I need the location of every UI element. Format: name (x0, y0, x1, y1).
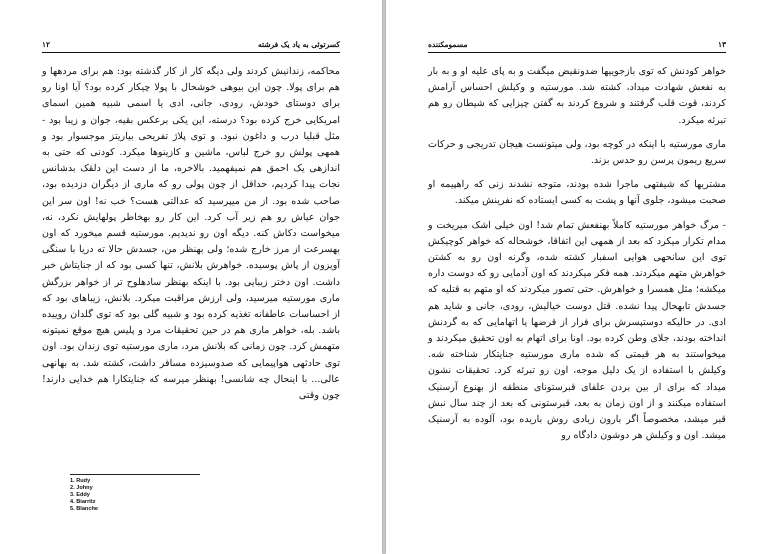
left-page-number: ۱۲ (42, 40, 51, 49)
footnote: 3. Eddy (70, 492, 90, 498)
left-page-header (42, 40, 340, 53)
right-running-title: مسمومکننده (428, 40, 468, 49)
right-page-header (428, 40, 726, 53)
footnotes-list (70, 478, 98, 513)
paragraph: محاکمه، زندانیش کردند ولی دیگه کار از کار گذشته بود: هم برای مردهها و هم برای پولا. چون این بیوهی خوشحال با پولا چیکار کرده بود؟ آیا اونا رو برای دوستای خودش، رودی، جانی، ادی یا اسمی شبیه همین اسمای امریکایی خرج کرده بود؟ درسته، این یکی برعکس بقیه، جوان و زیبا بود - مثل قبلیا درب و داغون نبود. و توی پلاژ تفریحی بیاریتز موجسوار بود و همهی پولش رو خرج لباس، ماشین و کازینوها میکرد. کودنی که حتی به اندازهی یک احمق هم نمیفهمید. بالاخره، ما از دست این دلقک بدشانس نجات پیدا کردیم، حداقل از چون پولی رو که ماری از دیگران دزدیده بود، صاحب شده بود. از من میپرسید که عدالتی هست؟ خب نه! اون سر این جوان عیاش رو هم زیر آب کرد. این کار رو بهخاطر پولهایش نکرد، نه، میخواست دکاش کنه. دیگه اون رو ندیدیم. مورستیه قسم میخورد که اون بهسرعت از مرز خارج شده؛ ولی بهنظر من، جسدش حالا ته دریا با سنگی آویزون از پاش پوسیده. خواهرش بلانش، تنها کسی بود که از جنایتاش خبر داشت. اون دختر زیبایی بود. با اینکه بهنظر سادهلوح تر از خواهر بزرگش ماری مورستیه میرسید، ولی ارزش مراقبت میکرد. بلانش، زیباهای بود که از احساسات عاطفانه تغذیه کرده بود و شبیه گلی بود که توی گلدان روییده باشد. بله، خواهر ماری هم در حین تحقیقات مرد و پلیس هیچ موقع نمیتونه متهمش کرد. چون زمانی که بلانش مرد، ماری مورستیه توی زندان بود. اون توی حادثهی هواپیمایی که صدوسیزده مسافر داشت، کشته شد. به بهانهی عالی... با اینحال چه شانسی! بهنظر میرسه که جنایتکارا هم خدایی دارند! چون وقتی (42, 66, 340, 402)
paragraph: - مرگ خواهر مورستیه کاملاً بهنفعش تمام شد! اون خیلی اشک میریخت و مدام تکرار میکرد که بعد از همهی این اتفاقا، خوشحاله که خواهر کوچیکش توی این سانحهی هوایی اسفبار کشته شده، وگرنه اون رو به کشتن خواهرش متهم میکردند. همه فکر میکردند که اون آدمایی رو که دوست داره میکشه؛ مثل همسرا و خواهرش. حتی تصور میکردند که او متهم به قتلیه که جسدش تابهحال پیدا نشده. قتل دوست خیالیش، رودی، جانی و شاید هم ادی. در حالیکه دوستپسرش برای فرار از قرضها یا اتهامایی که به گردنش انداخته بودند، جلای وطن کرده بود. اونا برای اتهام به اون تحقیق میکردند و میخواستند به هر قیمتی که شده ماری مورستیه جنایتکار شناخته شه. وکیلش با استفاده از یک دلیل موجه، اون رو تبرئه کرد. تحقیقات نشون میداد که برای از بین بردن علفای قبرستونای منطقه از بهنوع آرسنیک استفاده میکنند و از اون زمان به بعد، قبرستونی که بعد از چند سال نبش قبر میشد، مخصوصاً اگر بارون زیادی روش باریده بود، آلوده به آرسنیک میشد. اون و وکیلش هر دوشون دادگاه رو (428, 219, 726, 442)
paragraph: ماری مورستیه با اینکه در کوچه بود، ولی میتونست هیجان تدریجی و حرکات سریع ریمون پرسن رو حدس بزند. (428, 138, 726, 167)
footnote: 4. Biarritz (70, 499, 96, 505)
footnote: 5. Blanche (70, 506, 98, 512)
left-page-body (42, 64, 340, 404)
right-page-body (428, 64, 726, 444)
paragraph: مشتریها که شیفتهی ماجرا شده بودند، متوجه نشدند زنی که راهپیمه او صحبت میشود، جلوی آنها و پشت به کسی ایستاده که نفرینش میکند. (428, 179, 726, 207)
paragraph: خواهر کودنش که توی بازجوییها ضدونقیض میگفت و به پای علیه او و به بار به نفعش شهادت میداد، کشته شد. مورستیه و وکیلش احساس آرامش کردند، قوت قلب گرفتند و شروع کردند به گفتن چیزایی که شیطان رو هم تبرئه میکرد. (428, 66, 726, 126)
footnote-divider (70, 474, 200, 475)
footnote: 1. Rudy (70, 478, 91, 484)
left-page (0, 0, 382, 554)
right-page (386, 0, 768, 554)
right-page-number: ۱۳ (717, 40, 726, 49)
left-running-title: کسرتوئی به یاد یک فرشته (257, 40, 340, 49)
footnote: 2. Johny (70, 485, 93, 491)
